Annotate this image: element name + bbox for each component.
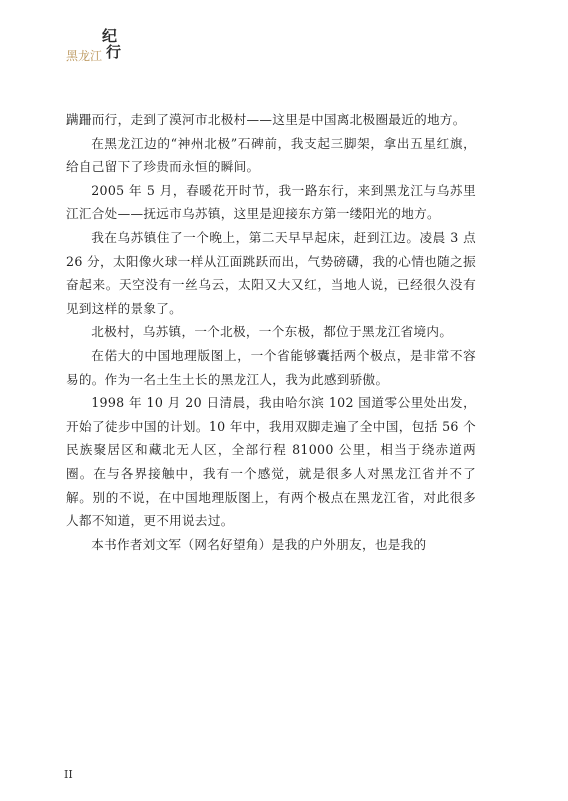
body-text [66,108,476,556]
brand-script-char-2: 行 [106,43,123,61]
page-number: II [64,768,73,781]
paragraph: 我在乌苏镇住了一个晚上，第二天早早起床，赶到江边。凌晨 3 点 26 分，太阳像火球一样从江面跳跃而出，气势磅礴，我的心情也随之振奋起来。天空没有一丝乌云，太阳又大又红，当地人说，已经很久没有见到这样的景象了。 [66,229,476,316]
paragraph: 1998 年 10 月 20 日清晨，我由哈尔滨 102 国道零公里处出发，开始了徒步中国的计划。10 年中，我用双脚走遍了全中国，包括 56 个民族聚居区和藏北无人区，全部行程 81000 公里，相当于绕赤道两圈。在与各界接触中，我有一个感觉，就是很多人对黑龙江省并不了解。别的不说，在中国地理版图上，有两个极点在黑龙江省，对此很多人都不知道，更不用说去过。 [66,395,476,529]
brand-script-char-1: 纪 [102,27,119,45]
paragraph: 2005 年 5 月，春暖花开时节，我一路东行，来到黑龙江与乌苏里江汇合处——抚远市乌苏镇，这里是迎接东方第一缕阳光的地方。 [66,182,476,222]
paragraph: 北极村，乌苏镇，一个北极，一个东极，都位于黑龙江省境内。 [91,324,453,340]
paragraph: 在偌大的中国地理版图上，一个省能够囊括两个极点，是非常不容易的。作为一名土生土长的黑龙江人，我为此感到骄傲。 [66,347,476,387]
paragraph: 本书作者刘文军（网名好望角）是我的户外朋友，也是我的 [91,536,427,552]
paragraph: 在黑龙江边的“神州北极”石碑前，我支起三脚架，拿出五星红旗，给自己留下了珍贵而永恒的瞬间。 [66,135,476,175]
brand-script [102,28,127,96]
paragraph: 蹒跚而行，走到了漠河市北极村——这里是中国离北极圈最近的地方。 [66,112,466,127]
header-brand [66,28,146,68]
brand-label: 黑龙江 [66,49,103,63]
